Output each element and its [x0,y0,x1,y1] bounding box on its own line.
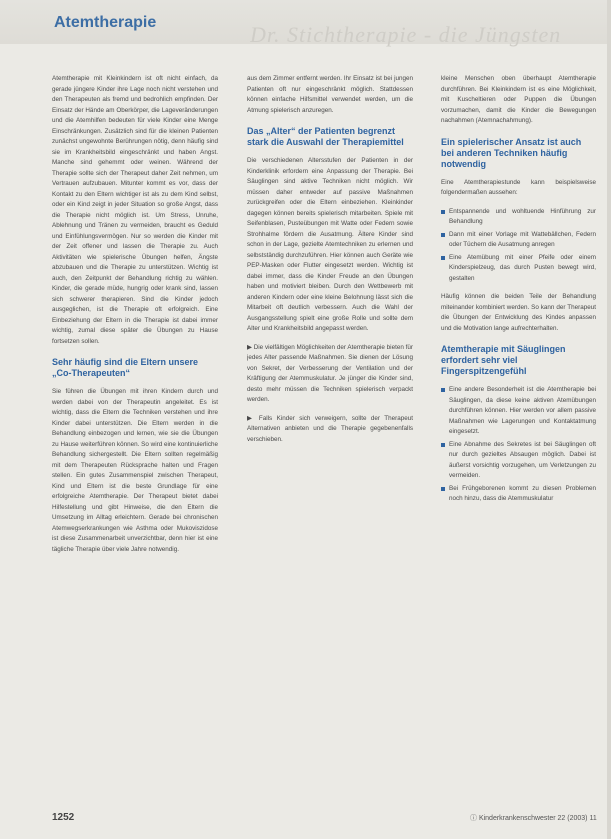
paragraph: Atemtherapie mit Kleinkindern ist oft nicht einfach, da gerade jüngere Kinder ihre Lage noch nicht verstehen und den Therapeuten als fremd und bedrohlich empfinden. Der Einsatz der Hände am Oberkörper, die Lageveränderungen und die Atemhilfen bedeuten für viele Kinder eine Menge Einschränkungen. Zusätzlich sind für die kleinen Patienten zunächst ungewohnte Berührungen nötig, denn häufig sind sie im Krankheitsbild eingeschränkt und haben Angst. Manche sind gehemmt oder weinen. Während der Therapie sollte sich der Therapeut daher Zeit nehmen, um Vertrauen aufzubauen. Mitunter kommt es vor, dass der Kontakt zu den Eltern wichtiger ist als zu dem Kind selbst, oder ein Kind zeigt in jeder Situation so große Angst, dass die Therapie nicht möglich ist. Um Stress, Unruhe, Ablehnung und Tränen zu vermeiden, braucht es Geduld und Einfühlungsvermögen. Nur so werden die Kinder mit der Zeit offener und lassen die Therapie zu. Auch Aktivitäten wie spielerische Übungen helfen, Ängste abzubauen und die Therapie zu unterstützen. Wichtig ist auch, den Zeitpunkt der Behandlung richtig zu wählen. Kinder, die gerade müde, hungrig oder krank sind, lassen sich schwerer therapieren. Sind die Kinder jedoch ausgeglichen, ist die Therapie oft erfolgreich. Eine Einbeziehung der Eltern in die Therapie ist dabei immer wichtig, zumal diese später die Übungen zu Hause fortsetzen sollen. [52,75,218,345]
section-heading: Sehr häufig sind die Eltern unsere „Co-Therapeuten“ [52,357,199,378]
section-heading: Das „Alter“ der Patienten begrenzt stark die Auswahl der Therapiemittel [247,126,404,147]
section-heading: Atemtherapie mit Säuglingen erfordert sehr viel Fingerspitzengefühl [441,344,566,376]
paragraph: ▶ Die vielfältigen Möglichkeiten der Atemtherapie bieten für jedes Alter passende Maßnahmen. Sie dienen der Lösung von Sekret, der Verbesserung der Ventilation und der Kräftigung der Atemmuskulatur. Je jünger die Kinder sind, desto mehr müssen die Techniken spielerisch verpackt werden. [247,343,413,403]
text-column-2 [247,74,413,453]
list-item-text: Eine andere Besonderheit ist die Atemtherapie bei Säuglingen, da diese keine aktiven Atemübungen durchführen können. Hier werden vor allem passive Maßnahmen wie Lagerungen und Kontaktatmung eingesetzt. [449,386,596,435]
square-bullet-icon [441,210,445,214]
paragraph: Sie führen die Übungen mit ihren Kindern durch und werden dabei von der Therapeutin angeleitet. Es ist wichtig, dass die Eltern die Techniken verstehen und ihre Kinder dabei unterstützen. Die Eltern werden in die Behandlung einbezogen und lernen, wie sie die Übungen zu Hause weiterführen können. So wird eine kontinuierliche Behandlung sichergestellt. Die Eltern sollten regelmäßig mit dem Therapeuten Rücksprache halten und Fragen stellen. Ein gutes Zusammenspiel zwischen Therapeut, Kind und Eltern ist die beste Grundlage für eine erfolgreiche Atemtherapie. Der Therapeut bietet dabei Hilfestellung und gibt Hinweise, die den Eltern die Umsetzung im Alltag erleichtern. Gerade bei chronischen Atemwegserkrankungen wie Asthma oder Mukoviszidose ist diese Zusammenarbeit unverzichtbar, denn hier ist eine tägliche Therapie über viele Jahre notwendig. [52,388,218,553]
square-bullet-icon [441,256,445,260]
square-bullet-icon [441,487,445,491]
list-item-text: Bei Frühgeborenen kommt zu diesen Problemen noch hinzu, dass die Atemmuskulatur [449,484,596,502]
paragraph: Die verschiedenen Altersstufen der Patienten in der Kinderklinik erfordern eine Anpassung der Therapie. Bei Säuglingen sind aktive Techniken nicht möglich. Wir müssen daher entweder auf passive Maßnahmen zurückgreifen oder die Eltern einbeziehen. Kleinkinder dagegen können bereits spielerisch mitarbeiten. Spiele mit Seifenblasen, Pusteübungen mit Watte oder Federn sowie Strohhalme fördern die Ausatmung. Ältere Kinder sind schon in der Lage, gezielte Atemtechniken zu erlernen und selbstständig durchzuführen. Hier können auch Geräte wie PEP-Masken oder Flutter eingesetzt werden. Wichtig ist dabei immer, dass die Kinder Freude an den Übungen haben und motiviert bleiben. Durch den Wettbewerb mit anderen Kindern oder eine kleine Belohnung lässt sich die Mitarbeit oft deutlich verbessern. Auch die Wahl der Ausgangsstellung spielt eine große Rolle und sollte dem Alter und Krankheitsbild angepasst werden. [247,157,413,332]
bullet-list [441,385,596,505]
square-bullet-icon [441,233,445,237]
page-title: Atemtherapie [54,14,157,31]
text-column-3 [441,74,596,513]
page-number: 1252 [52,812,75,823]
square-bullet-icon [441,443,445,447]
paragraph: Eine Atemtherapiestunde kann beispielsweise folgendermaßen aussehen: [441,178,596,196]
list-item [441,385,596,438]
bullet-list [441,207,596,285]
list-item [441,230,596,251]
paragraph: Häufig können die beiden Teile der Behandlung miteinander kombiniert werden. So kann der Therapeut die Übungen der Entwicklung des Kindes anpassen und die Motivation lange aufrechterhalten. [441,293,596,332]
list-item [441,253,596,285]
list-item [441,484,596,505]
paragraph: aus dem Zimmer entfernt werden. Ihr Einsatz ist bei jungen Patienten oft nur eingeschränkt möglich. Stattdessen können einfache Hilfsmittel verwendet werden, um die Atmung spielerisch anzuregen. [247,75,413,114]
paragraph: ▶ Falls Kinder sich verweigern, sollte der Therapeut Alternativen anbieten und die Therapie gegebenenfalls verschieben. [247,414,413,443]
list-item [441,440,596,482]
list-item-text: Eine Atemübung mit einer Pfeife oder einem Kinderspielzeug, das durch Pusten bewegt wird, gestalten [449,253,596,282]
list-item-text: Entspannende und wohltuende Hinführung zur Behandlung [449,207,596,225]
header-ghost-text: Dr. Stichtherapie - die Jüngsten [250,22,562,47]
text-column-1 [52,74,218,563]
section-heading: Ein spielerischer Ansatz ist auch bei anderen Techniken häufig notwendig [441,136,582,169]
paragraph: kleine Menschen oben überhaupt Atemtherapie durchführen. Bei Kleinkindern ist es eine Möglichkeit, mit Kuscheltieren oder Puppen die Übungen vorzumachen, damit die Kinder die Bewegungen nachahmen (Atemnachahmung). [441,75,596,124]
scan-edge [607,0,611,839]
square-bullet-icon [441,388,445,392]
list-item-text: Eine Abnahme des Sekretes ist bei Säuglingen oft nur durch gezieltes Absaugen möglich. Dabei ist äußerst vorsichtig vorzugehen, um Verletzungen zu vermeiden. [449,440,596,479]
list-item-text: Dann mit einer Vorlage mit Wattebällchen, Federn oder Tüchern die Ausatmung anregen [449,230,596,248]
list-item [441,207,596,228]
journal-citation: ⓘ Kinderkrankenschwester 22 (2003) 11 [470,815,597,822]
